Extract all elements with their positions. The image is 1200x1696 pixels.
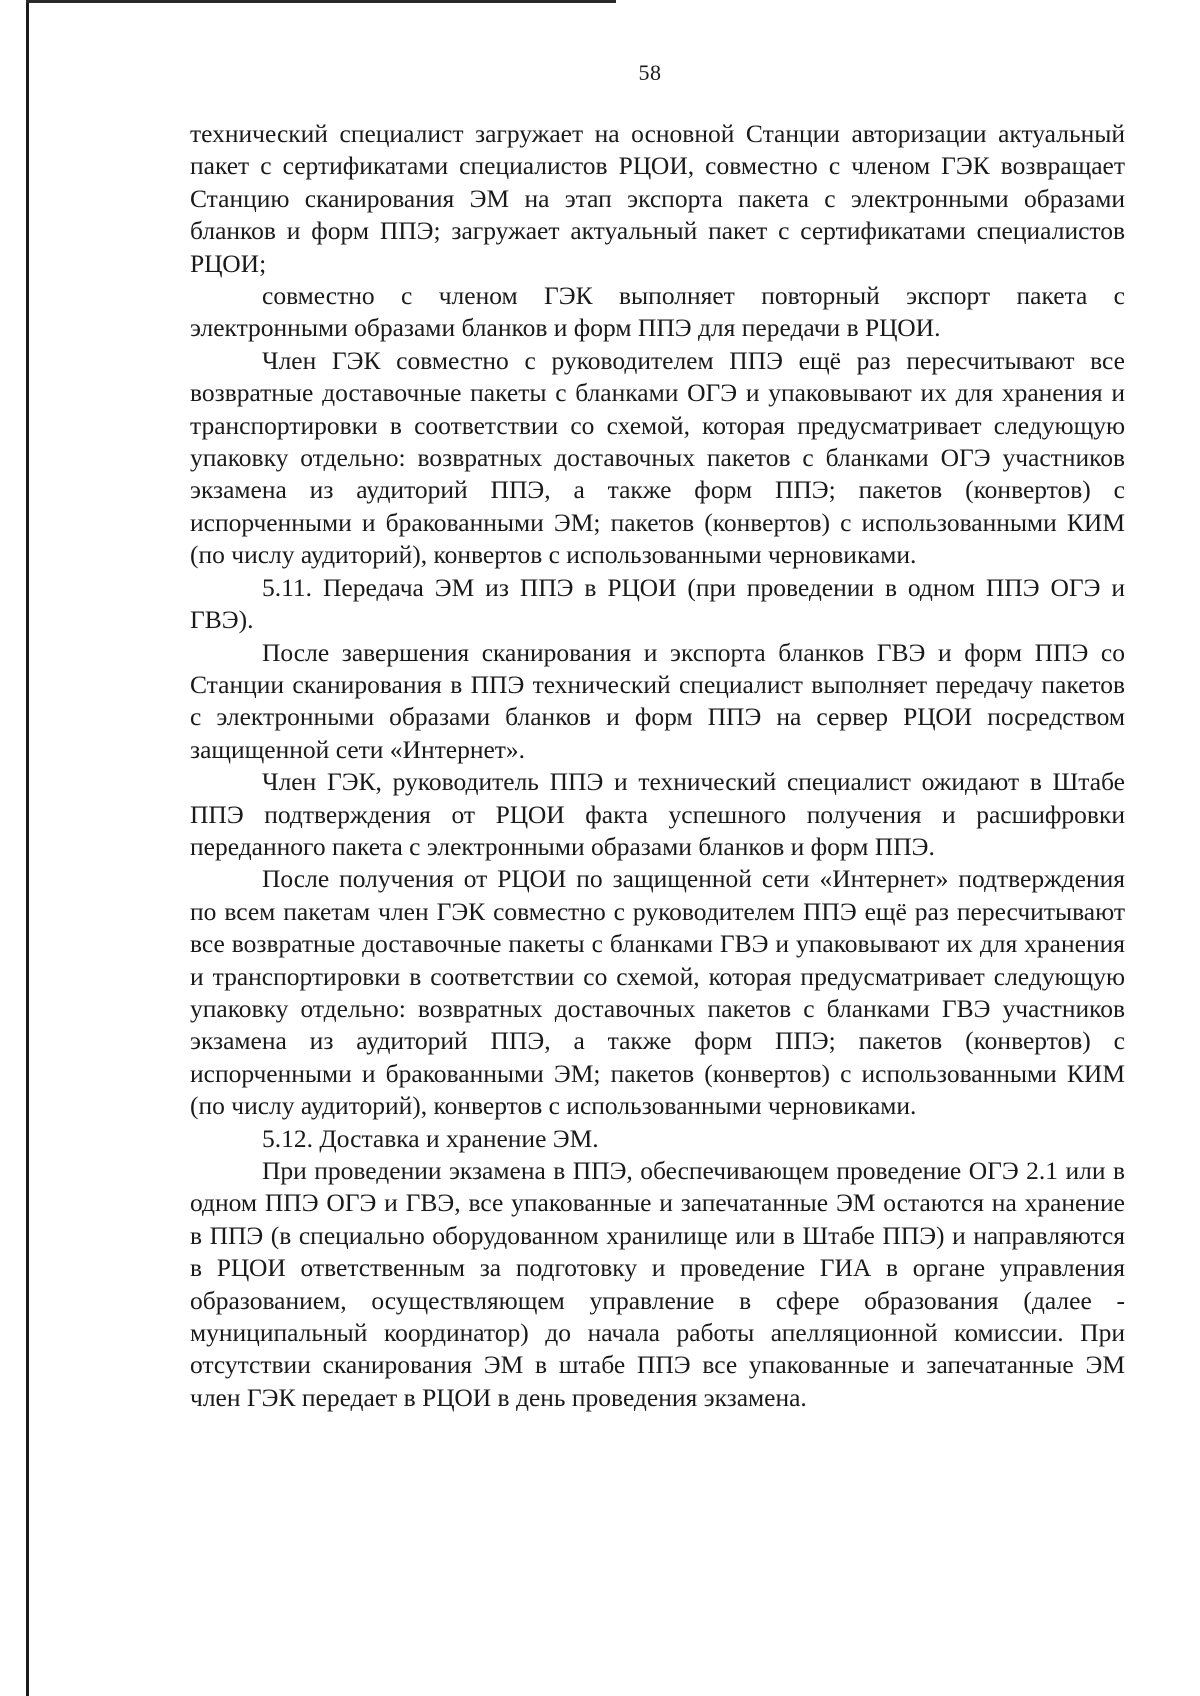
scan-border-top (26, 0, 616, 3)
paragraph-storage: При проведении экзамена в ППЭ, обеспечивающем проведение ОГЭ 2.1 или в одном ППЭ ОГЭ и ГВЭ, все упакованные и запечатанные ЭМ остаются на хранение в ППЭ (в специально оборудованном хранилище или в Штабе ППЭ) и направляются в РЦОИ ответственным за подготовку и проведение ГИА в органе управления образованием, осуществляющем управление в сфере образования (далее - муниципальный координатор) до начала работы апелляционной комиссии. При отсутствии сканирования ЭМ в штабе ППЭ все упакованные и запечатанные ЭМ член ГЭК передает в РЦОИ в день проведения экзамена. (190, 1156, 1125, 1412)
paragraph-await-confirmation: Член ГЭК, руководитель ППЭ и технический специалист ожидают в Штабе ППЭ подтверждения от РЦОИ факта успешного получения и расшифровки переданного пакета с электронными образами бланков и форм ППЭ. (190, 767, 1125, 861)
scan-border-left (26, 0, 29, 1696)
document-body (190, 118, 1125, 1414)
paragraph-gve-packing: После получения от РЦОИ по защищенной сети «Интернет» подтверждения по всем пакетам член ГЭК совместно с руководителем ППЭ ещё раз пересчитывают все возвратные доставочные пакеты с бланками ГВЭ и упаковывают их для хранения и транспортировки в соответствии со схемой, которая предусматривает следующую упаковку отдельно: возвратных доставочных пакетов с бланками ГВЭ участников экзамена из аудиторий ППЭ, а также форм ППЭ; пакетов (конвертов) с испорченными и бракованными ЭМ; пакетов (конвертов) с использованными КИМ (по числу аудиторий), конвертов с использованными черновиками. (190, 864, 1125, 1121)
section-heading-5-12: 5.12. Доставка и хранение ЭМ. (262, 1123, 599, 1153)
paragraph-oge-packing: Член ГЭК совместно с руководителем ППЭ ещё раз пересчитывают все возвратные доставочные пакеты с бланками ОГЭ и упаковывают их для хранения и транспортировки в соответствии со схемой, которая предусматривает следующую упаковку отдельно: возвратных доставочных пакетов с бланками ОГЭ участников экзамена из аудиторий ППЭ, а также форм ППЭ; пакетов (конвертов) с испорченными и бракованными ЭМ; пакетов (конвертов) с использованными КИМ (по числу аудиторий), конвертов с использованными черновиками. (190, 345, 1125, 570)
paragraph-repeat-export: совместно с членом ГЭК выполняет повторный экспорт пакета с электронными образами бланков и форм ППЭ для передачи в РЦОИ. (190, 281, 1125, 343)
paragraph-transfer: После завершения сканирования и экспорта бланков ГВЭ и форм ППЭ со Станции сканирования в ППЭ технический специалист выполняет передачу пакетов с электронными образами бланков и форм ППЭ на сервер РЦОИ посредством защищенной сети «Интернет». (190, 637, 1125, 764)
paragraph-continuation: технический специалист загружает на основной Станции авторизации актуальный пакет с сертификатами специалистов РЦОИ, совместно с членом ГЭК возвращает Станцию сканирования ЭМ на этап экспорта пакета с электронными образами бланков и форм ППЭ; загружает актуальный пакет с сертификатами специалистов РЦОИ; (190, 119, 1125, 278)
section-heading-5-11: 5.11. Передача ЭМ из ППЭ в РЦОИ (при проведении в одном ППЭ ОГЭ и ГВЭ). (190, 572, 1125, 635)
page-number: 58 (638, 60, 662, 85)
